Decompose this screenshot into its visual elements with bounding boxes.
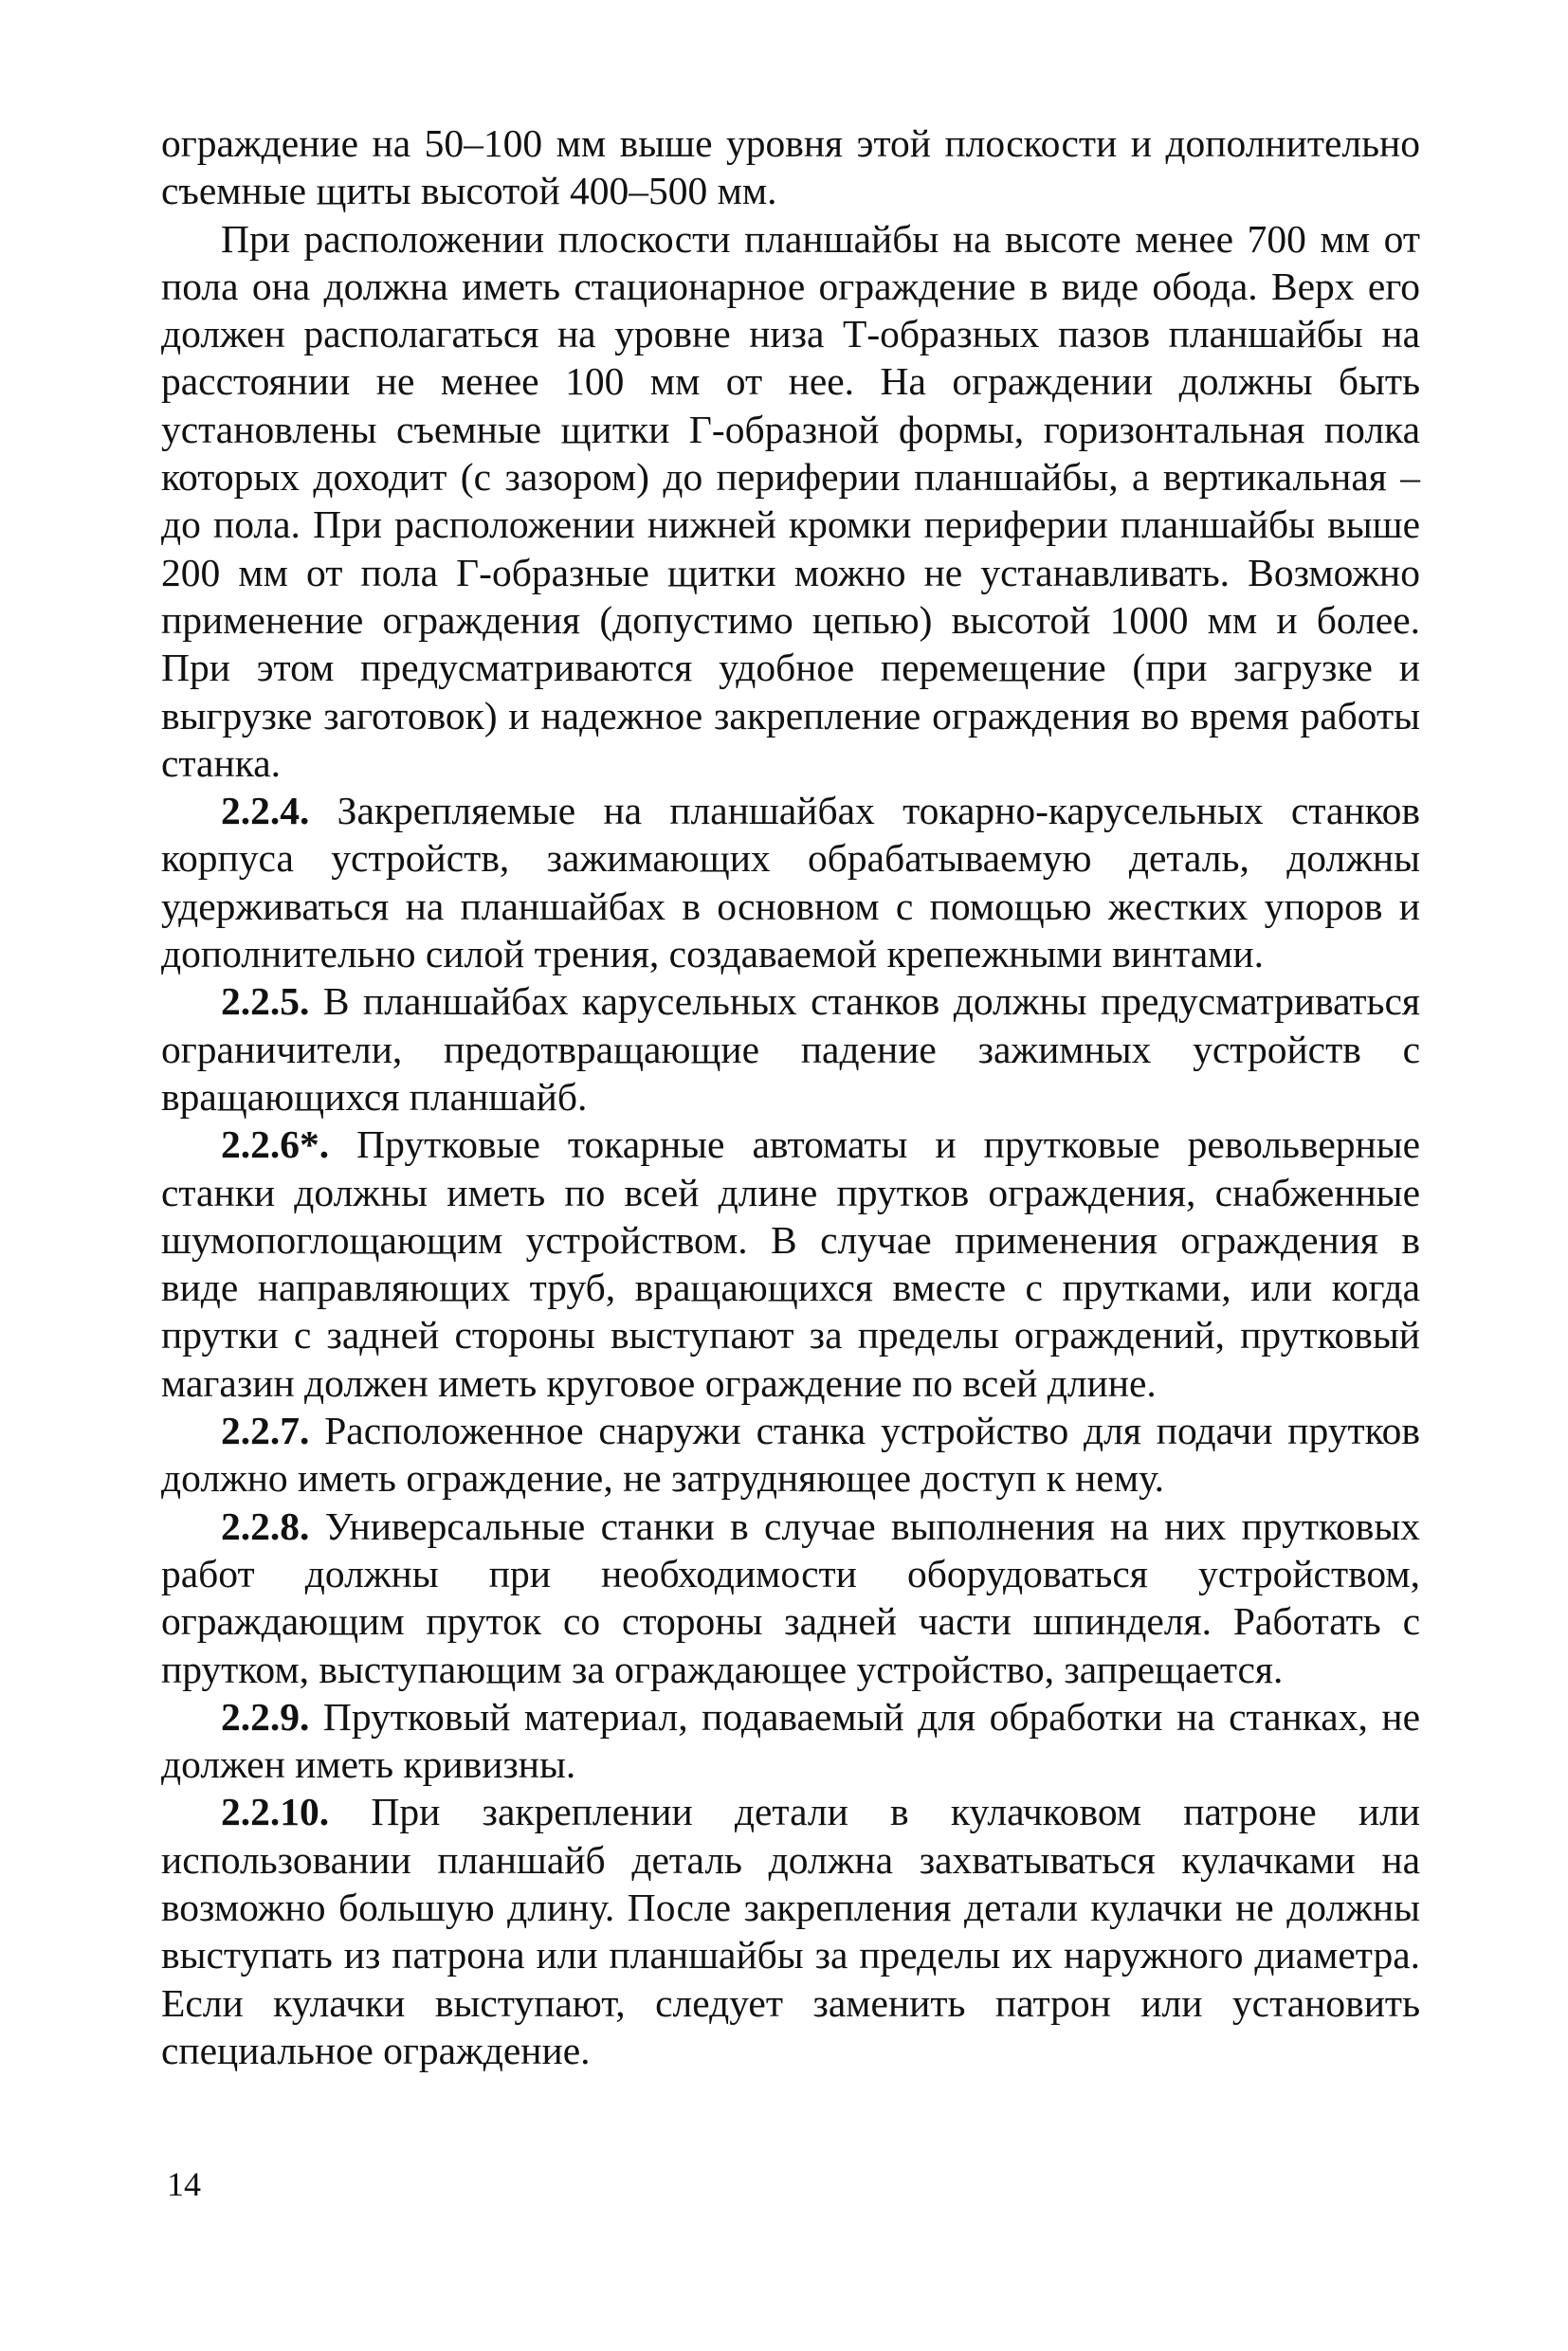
paragraph-number: 2.2.5. bbox=[221, 979, 310, 1024]
paragraph-text: При расположении плоскости планшайбы на высоте менее 700 мм от пола она должна иметь стационарное ограждение в виде обода. Верх его должен располагаться на уровне низа Т-образных пазов планшайбы на расстоянии не менее 100 мм от нее. На ограждении должны быть установлены съемные щитки Г-образной формы, горизонтальная полка которых доходит (с зазором) до периферии планшайбы, а вертикальная – до пола. При расположении нижней кромки периферии планшайбы выше 200 мм от пола Г-образные щитки можно не устанавливать. Возможно применение ограждения (допустимо цепью) высотой 1000 мм и более. При этом предусматриваются удобное перемещение (при загрузке и выгрузке заготовок) и надежное закрепление ограждения во время работы станка. bbox=[161, 216, 1420, 785]
paragraph-text: При закреплении детали в кулачковом патроне или использовании планшайб деталь должна захватываться кулачками на возможно большую длину. После закрепления детали кулачки не должны выступать из патрона или планшайбы за пределы их наружного диаметра. Если кулачки выступают, следует заменить патрон или установить специальное ограждение. bbox=[161, 1790, 1420, 2072]
paragraph-continuation bbox=[161, 119, 1420, 215]
paragraph-text: Прутковые токарные автоматы и прутковые револьверные станки должны иметь по всей длине прутков ограждения, снабженные шумопоглощающим устройством. В случае применения ограждения в виде направляющих труб, вращающихся вместе с прутками, или когда прутки с задней стороны выступают за пределы ограждений, прутковый магазин должен иметь круговое ограждение по всей длине. bbox=[161, 1122, 1420, 1405]
paragraph-number: 2.2.7. bbox=[221, 1409, 310, 1453]
paragraph-text: В планшайбах карусельных станков должны предусматриваться ограничители, предотвращающие падение зажимных устройств с вращающихся планшайб. bbox=[161, 979, 1420, 1119]
paragraph-text: Универсальные станки в случае выполнения на них прутковых работ должны при необходимости оборудоваться устройством, ограждающим пруток со стороны задней части шпинделя. Работать с прутком, выступающим за ограждающее устройство, запрещается. bbox=[161, 1504, 1420, 1691]
page-number: 14 bbox=[167, 2165, 201, 2203]
paragraph-text: ограждение на 50–100 мм выше уровня этой плоскости и дополнительно съемные щиты высотой 400–500 мм. bbox=[161, 121, 1420, 213]
paragraph-number: 2.2.4. bbox=[221, 789, 310, 833]
paragraph-faceplate-guard bbox=[161, 215, 1420, 788]
paragraph-text: Прутковый материал, подаваемый для обработки на станках, не должен иметь кривизны. bbox=[161, 1694, 1420, 1787]
paragraph-number: 2.2.9. bbox=[221, 1694, 310, 1739]
paragraph-text: Расположенное снаружи станка устройство для подачи прутков должно иметь ограждение, не затрудняющее доступ к нему. bbox=[161, 1409, 1420, 1501]
paragraph-2-2-4 bbox=[161, 787, 1420, 977]
paragraph-2-2-7 bbox=[161, 1407, 1420, 1503]
paragraph-2-2-9 bbox=[161, 1693, 1420, 1789]
paragraph-2-2-6 bbox=[161, 1121, 1420, 1407]
paragraph-number: 2.2.8. bbox=[221, 1504, 310, 1548]
paragraph-text: Закрепляемые на планшайбах токарно-карусельных станков корпуса устройств, зажимающих обрабатываемую деталь, должны удерживаться на планшайбах в основном с помощью жестких упоров и дополнительно силой трения, создаваемой крепежными винтами. bbox=[161, 789, 1420, 976]
paragraph-2-2-5 bbox=[161, 977, 1420, 1121]
body-text bbox=[161, 119, 1420, 2074]
paragraph-2-2-10 bbox=[161, 1788, 1420, 2074]
paragraph-2-2-8 bbox=[161, 1503, 1420, 1693]
paragraph-number: 2.2.10. bbox=[221, 1790, 330, 1834]
paragraph-number: 2.2.6*. bbox=[221, 1122, 330, 1167]
